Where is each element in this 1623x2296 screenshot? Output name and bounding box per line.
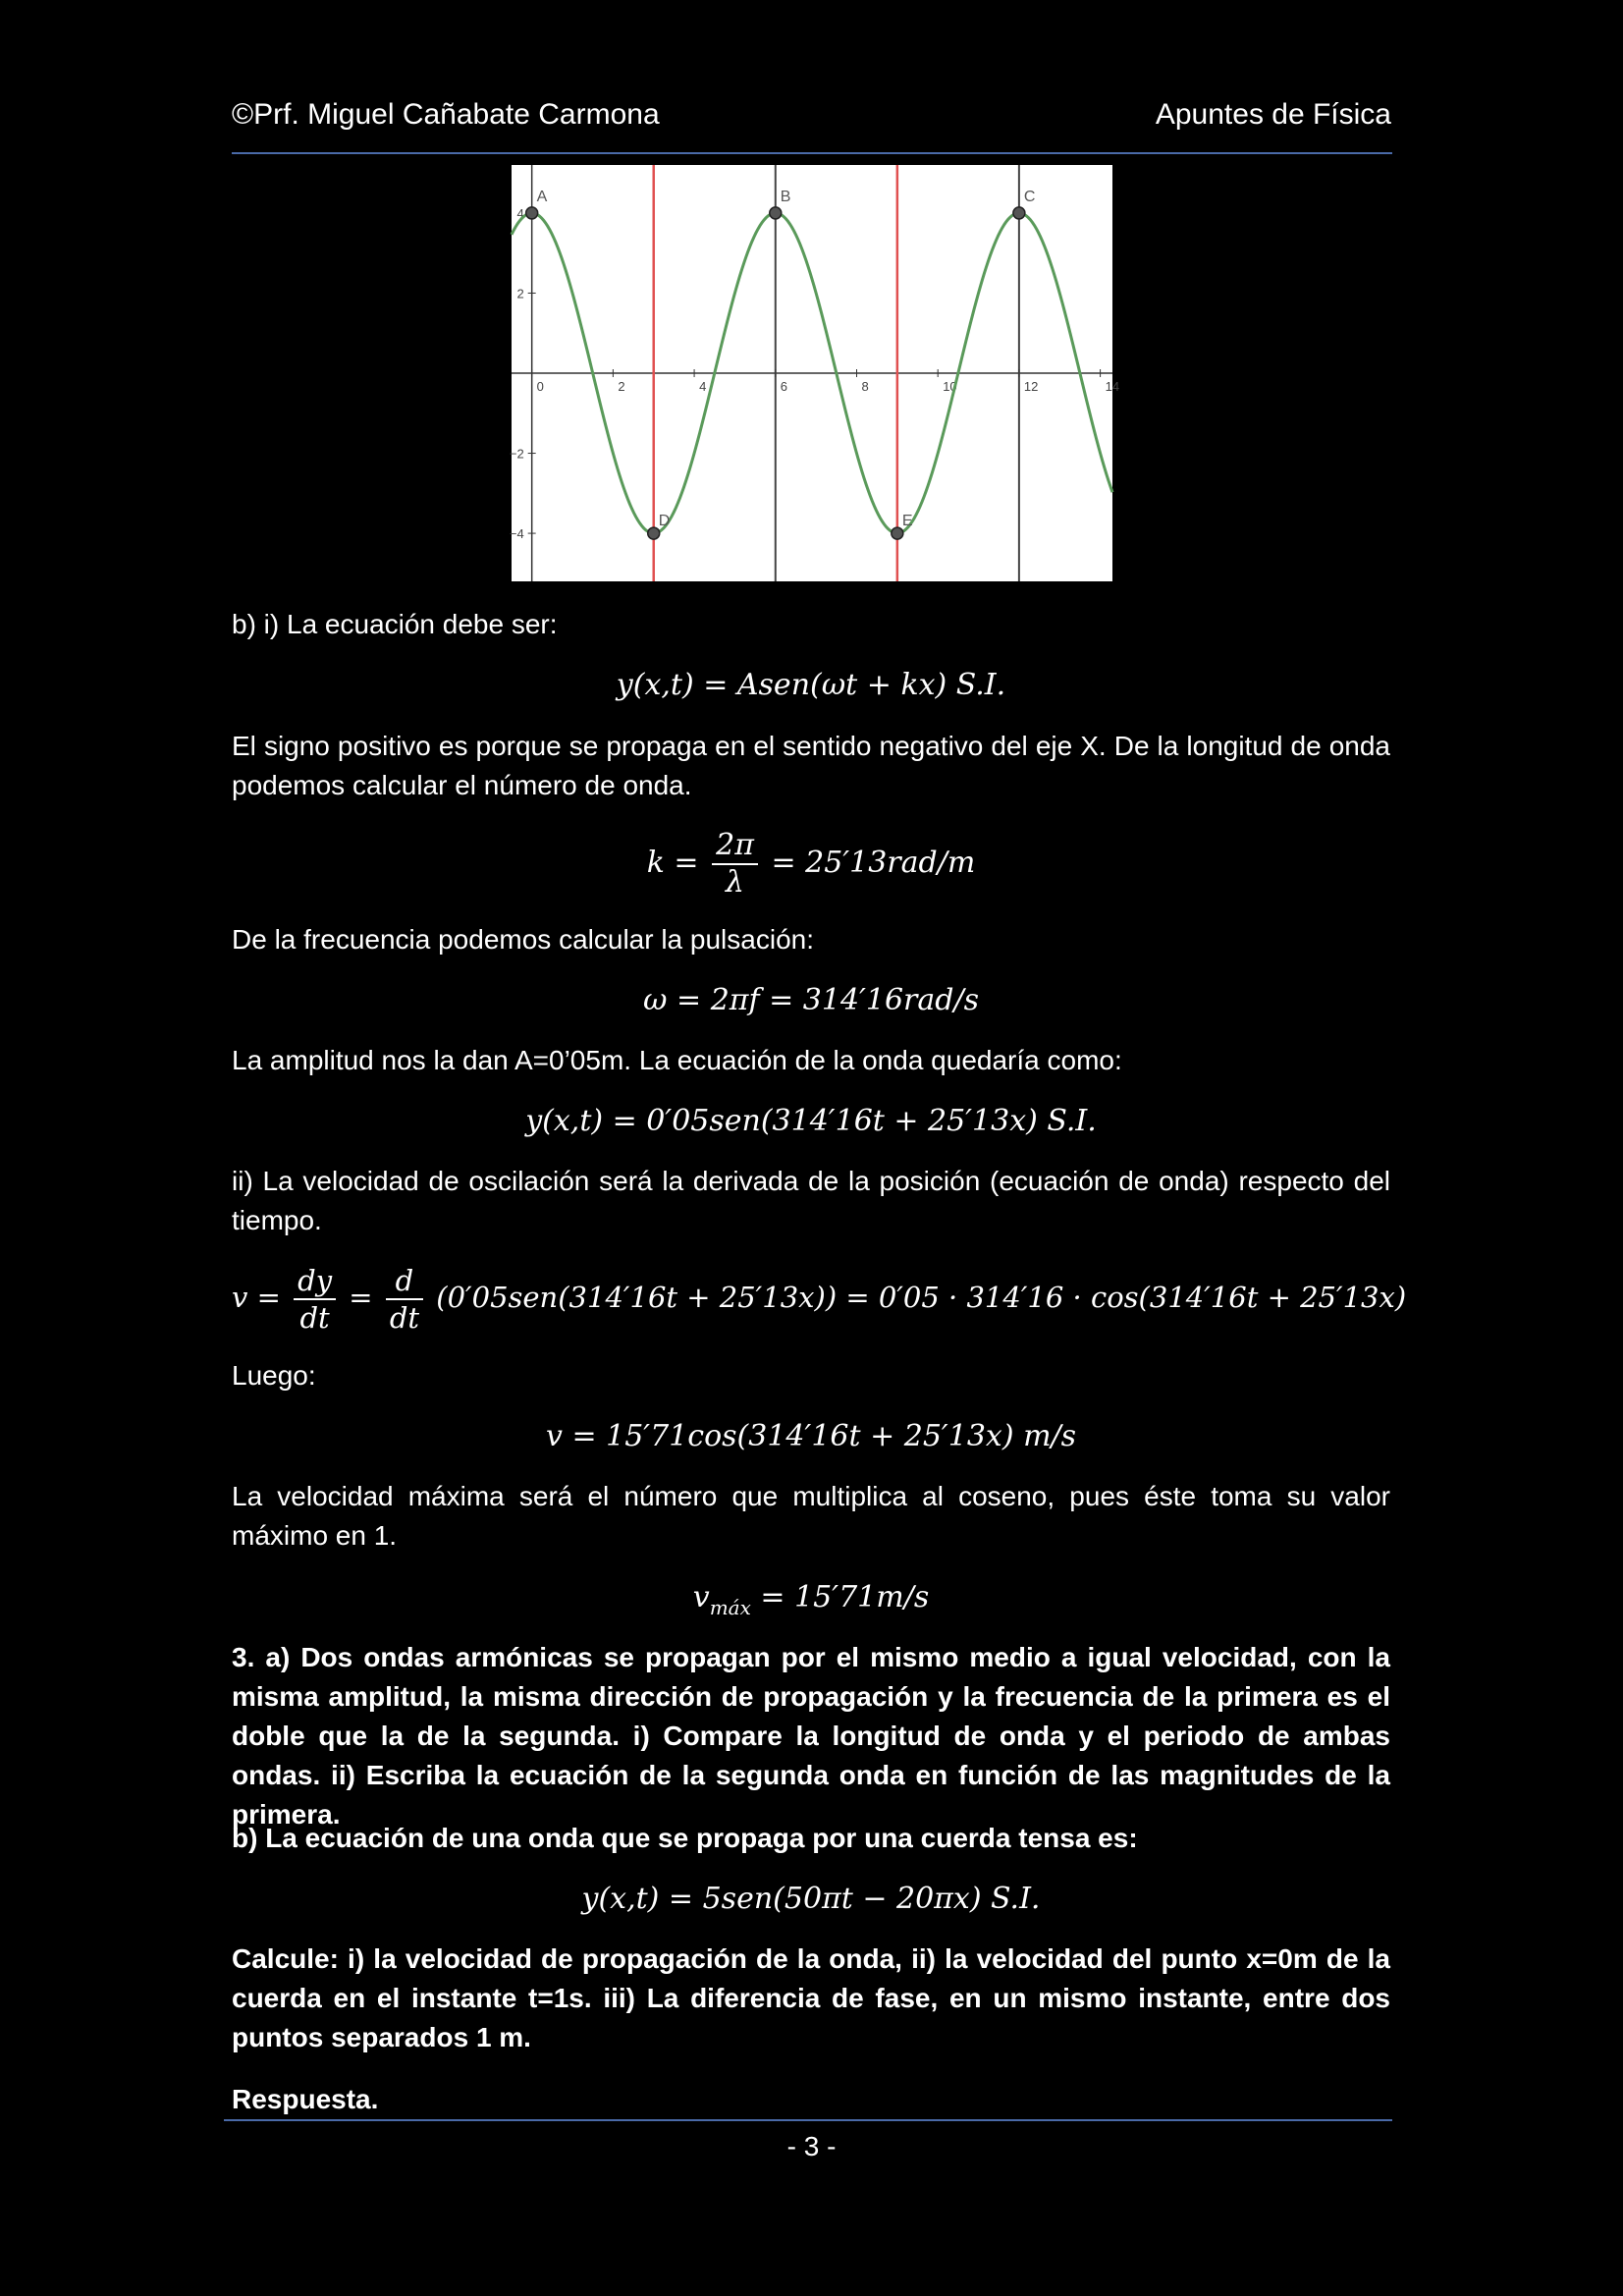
text-amplitud: La amplitud nos la dan A=0’05m. La ecuación de la onda quedaría como: [232,1045,1122,1075]
eq-v-den1: dt [299,1301,330,1335]
eq-k-left: k = [646,846,699,880]
x-tick-label: 6 [780,379,788,394]
text-frecuencia: De la frecuencia podemos calcular la pulsación: [232,924,814,955]
eq-vmax-sub: máx [709,1596,751,1619]
x-tick-label: 12 [1023,379,1039,394]
eq-k-den: λ [726,865,745,900]
header-subject: Apuntes de Física [1155,98,1391,131]
point-b [770,207,782,219]
eq-k-num: 2π [712,828,758,865]
equation-v: v = 15′71cos(314′16t + 25′13x) m/s [545,1419,1077,1453]
eq-v-equals: = [349,1281,373,1314]
equation-general: y(x,t) = Asen(ωt + kx) S.I. [616,668,1006,702]
equation-vmax [232,1578,1390,1627]
point-label-c: C [1023,188,1036,205]
x-tick-label: 2 [618,379,625,394]
eq-k-fraction [712,828,758,901]
question-3b-calc: Calcule: i) la velocidad de propagación de la onda, ii) la velocidad del punto x=0m de la cuerda en el instante t=1s. iii) La diferencia de fase, en un mismo instante, entre dos puntos separados 1 m. [232,1943,1390,2052]
text-luego: Luego: [232,1360,316,1391]
eq-v-fraction-2 [386,1263,423,1336]
x-tick-label: 10 [943,379,957,394]
eq-vmax-right: = 15′71m/s [750,1580,930,1614]
eq-v-num1: dy [294,1263,336,1300]
page-header [232,98,1391,137]
y-tick-label: −2 [509,446,524,462]
x-tick-label: 8 [861,379,869,394]
page-number: - 3 - [786,2131,837,2161]
point-label-b: B [780,188,791,205]
point-label-a: A [536,188,548,205]
eq-k-right: = 25′13rad/m [771,846,976,880]
y-tick-label: −4 [509,526,524,542]
respuesta-label: Respuesta. [232,2084,379,2114]
point-c [1013,207,1025,219]
eq-v-left: v = [232,1281,281,1314]
equation-k [232,828,1390,901]
header-rule [232,152,1392,154]
equation-onda: y(x,t) = 0′05sen(314′16t + 25′13x) S.I. [525,1104,1097,1138]
x-tick-label: 4 [699,379,707,394]
point-a [526,207,538,219]
eq-v-num2: d [386,1263,423,1300]
question-3a: 3. a) Dos ondas armónicas se propagan por el mismo medio a igual velocidad, con la misma amplitud, la misma dirección de propagación y la frecuencia de la primera es el doble que la de la segunda. i) Compare la longitud de onda y el periodo de ambas ondas. ii) Escriba la ecuación de la segunda onda en función de las magnitudes de la primera. [232,1642,1390,1830]
point-label-d: D [658,513,671,530]
text-signo: El signo positivo es porque se propaga en el sentido negativo del eje X. De la longitud de onda podemos calcular el número de onda. [232,731,1390,800]
footer-rule [224,2119,1392,2121]
x-tick-label: 0 [536,379,544,394]
eq-v-right: (0′05sen(314′16t + 25′13x)) = 0′05 · 314′16 · cos(314′16t + 25′13x) [436,1281,1407,1314]
eq-v-fraction-1 [294,1263,336,1336]
text-b-i-intro: b) i) La ecuación debe ser: [232,609,558,639]
x-tick-label: 14 [1105,379,1120,394]
text-velocidad: ii) La velocidad de oscilación será la derivada de la posición (ecuación de onda) respecto del tiempo. [232,1166,1390,1235]
text-vmax: La velocidad máxima será el número que multiplica al coseno, pues éste toma su valor máximo en 1. [232,1481,1390,1551]
eq-vmax-v: v [692,1580,710,1614]
equation-omega: ω = 2πf = 314′16rad/s [643,983,979,1017]
equation-q3b: y(x,t) = 5sen(50πt − 20πx) S.I. [581,1882,1041,1916]
eq-v-den2: dt [389,1301,420,1335]
equation-derivative [232,1263,1407,1336]
header-author: ©Prf. Miguel Cañabate Carmona [232,98,660,131]
question-3b: b) La ecuación de una onda que se propaga por una cuerda tensa es: [232,1823,1138,1853]
wave-chart [509,165,1120,581]
y-tick-label: 2 [516,286,524,301]
point-label-e: E [901,513,913,530]
y-tick-label: 4 [516,205,524,221]
